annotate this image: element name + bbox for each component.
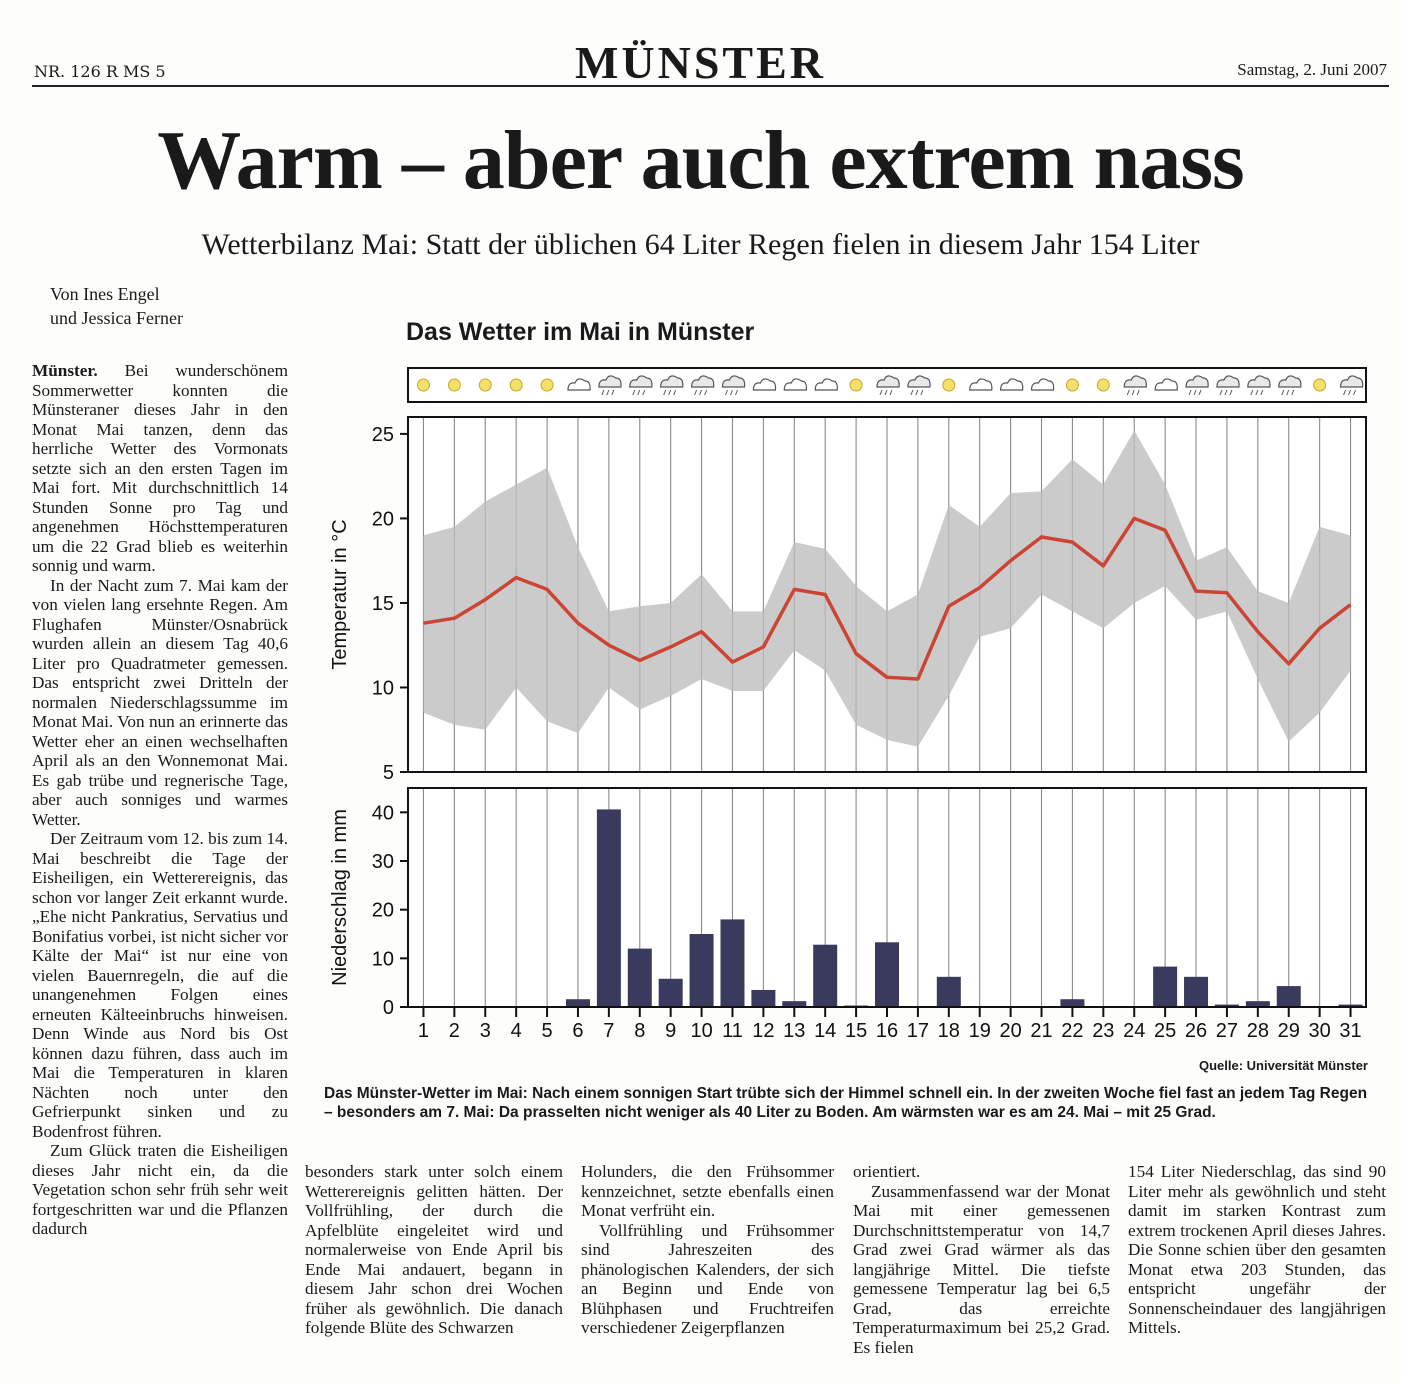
chart-title: Das Wetter im Mai in Münster [406, 318, 755, 346]
x-tick-label: 7 [603, 1020, 615, 1042]
sun-icon [1066, 379, 1078, 391]
article-paragraph [32, 361, 288, 576]
precipitation-bar [1277, 986, 1301, 1007]
sun-icon [1097, 379, 1109, 391]
temperature-axis-label: Temperatur in °C [329, 519, 351, 670]
byline [50, 282, 183, 330]
x-tick-label: 24 [1123, 1020, 1146, 1042]
masthead-rule [32, 85, 1389, 87]
paragraph-text: Bei wunderschönem Sommerwetter konnten die Münsteraner dieses Jahr in den Monat Mai tanzen, denn das herrliche Wetter des Vormonats setzte sich an den ersten Tagen im Mai fort. Mit durchschnittlich 14 Stunden Sonne pro Tag und angenehmen Höchsttemperaturen um die 22 Grad blieb es weiterhin sonnig und warm. [32, 361, 288, 575]
article-column-2 [305, 1162, 563, 1338]
x-tick-label: 4 [510, 1020, 522, 1042]
article-paragraph: besonders stark unter solch einem Wetterereignis gelitten hätten. Der Vollfrühling, der durch die Apfelblüte eingeleitet wird und normalerweise von Ende April bis Ende Mai andauert, begann in diesem Jahr schon drei Wochen früher als gewöhnlich. Die danach folgende Blüte des Schwarzen [305, 1162, 563, 1337]
precipitation-bar [813, 945, 837, 1007]
headline: Warm – aber auch extrem nass [157, 114, 1244, 207]
sun-icon [541, 379, 553, 391]
x-tick-label: 22 [1061, 1020, 1084, 1042]
y-tick-label: 40 [371, 802, 394, 825]
x-tick-label: 6 [572, 1020, 584, 1042]
y-tick-label: 10 [371, 677, 394, 700]
x-tick-label: 10 [690, 1020, 713, 1042]
precipitation-bar [597, 809, 621, 1007]
precipitation-bar [659, 979, 683, 1007]
x-tick-label: 11 [722, 1020, 743, 1042]
article-column-1 [32, 361, 288, 1239]
precipitation-axis-label: Niederschlag in mm [329, 809, 351, 986]
precipitation-bar [751, 990, 775, 1007]
article-paragraph: Vollfrühling und Frühsommer sind Jahreszeiten des phänologischen Kalenders, der sich an Beginn und Ende von Blühphasen und Fruchtreifen verschiedener Zeigerpflanzen [581, 1220, 834, 1337]
byline-line-1: Von Ines Engel [50, 284, 160, 304]
issue-number: NR. 126 R MS 5 [34, 62, 166, 81]
chart-source: Quelle: Universität Münster [1198, 1058, 1368, 1073]
x-tick-label: 17 [906, 1020, 930, 1042]
article-column-3 [581, 1162, 834, 1338]
article-paragraph: Holunders, die den Frühsommer kennzeichnet, setzte ebenfalls einen Monat verfrüht ein. [581, 1162, 834, 1220]
x-tick-label: 26 [1184, 1020, 1208, 1042]
precipitation-bar [875, 942, 899, 1007]
article-column-5 [1128, 1162, 1386, 1338]
article-paragraph: orientiert. [853, 1162, 921, 1181]
precipitation-bar [1184, 977, 1208, 1007]
sun-icon [943, 379, 955, 391]
article-paragraph: Der Zeitraum vom 12. bis zum 14. Mai beschreibt die Tage der Eisheiligen, ein Wetterereignis, das schon vor langer Zeit erkannt wurde. „Ehe nicht Pankratius, Servatius und Bonifatius vorbei, ist nicht sicher vor Kälte der Mai“ ist nur eine von vielen Bauernregeln, die auf die unangenehmen Folgen eines erneuten Kälteeinbruchs hinweisen. Denn Winde aus Nord bis Ost können dazu führen, dass auch im Mai die Temperaturen in klaren Nächten noch unter den Gefrierpunkt sinken und zu Bodenfrost führen. [32, 829, 288, 1141]
precipitation-bar [566, 999, 590, 1007]
article-paragraph: 154 Liter Niederschlag, das sind 90 Liter mehr als gewöhnlich und steht damit im starken Kontrast zum extrem trockenen April dieses Jahres. Die Sonne schien über den gesamten Monat etwa 203 Stunden, das entspricht ungefähr der Sonnenscheindauer des langjährigen Mittels. [1128, 1162, 1386, 1337]
x-tick-label: 15 [844, 1020, 868, 1042]
issue-date: Samstag, 2. Juni 2007 [1237, 60, 1387, 79]
x-tick-label: 27 [1215, 1020, 1239, 1042]
precipitation-bar [937, 977, 961, 1007]
subheadline: Wetterbilanz Mai: Statt der üblichen 64 Liter Regen fielen in diesem Jahr 154 Liter [201, 228, 1200, 261]
sun-icon [417, 379, 429, 391]
sun-icon [850, 379, 862, 391]
sun-icon [510, 379, 522, 391]
byline-line-2: und Jessica Ferner [50, 308, 183, 328]
y-tick-label: 25 [371, 423, 394, 446]
article-paragraph: Zum Glück traten die Eisheiligen dieses Jahr nicht ein, da die Vegetation schon sehr früh sehr weit fortgeschritten war und die Pflanzen dadurch [32, 1141, 288, 1238]
chart-caption: Das Münster-Wetter im Mai: Nach einem sonnigen Start trübte sich der Himmel schnell ein. In der zweiten Woche fiel fast an jedem Tag Regen – besonders am 7. Mai: Da prasselten nicht weniger als 40 Liter zu Boden. Am wärmsten war es am 24. Mai – mit 25 Grad. [324, 1085, 1368, 1121]
weather-icon-strip [408, 368, 1366, 402]
section-title: MÜNSTER [574, 37, 827, 88]
y-tick-label: 20 [371, 508, 394, 531]
precipitation-bar [628, 949, 652, 1007]
x-tick-label: 14 [814, 1020, 837, 1042]
x-tick-label: 2 [448, 1020, 460, 1042]
article-paragraph: Zusammenfassend war der Monat Mai mit einer gemessenen Durchschnittstemperatur von 14,7 Grad zwei Grad wärmer als das langjährige Mittel. Die tiefste gemessene Temperatur lag bei 6,5 Grad, das erreichte Temperaturmaximum bei 25,2 Grad. Es fielen [853, 1181, 1110, 1357]
temperature-panel [329, 417, 1366, 784]
x-tick-label: 19 [968, 1020, 991, 1042]
y-tick-label: 15 [371, 592, 394, 615]
sun-icon [479, 379, 491, 391]
x-tick-label: 21 [1030, 1020, 1053, 1042]
x-tick-label: 25 [1154, 1020, 1177, 1042]
precipitation-bar [720, 919, 744, 1007]
x-tick-label: 12 [752, 1020, 775, 1042]
precipitation-bar [1153, 967, 1177, 1007]
x-tick-label: 20 [999, 1020, 1022, 1042]
x-tick-label: 30 [1308, 1020, 1331, 1042]
precipitation-bar [1060, 999, 1084, 1007]
x-tick-label: 29 [1277, 1020, 1300, 1042]
precipitation-bar [690, 934, 714, 1007]
x-tick-label: 31 [1339, 1020, 1362, 1042]
weather-chart [310, 305, 1390, 1095]
y-tick-label: 0 [382, 997, 394, 1019]
x-tick-label: 3 [479, 1020, 491, 1042]
y-tick-label: 10 [371, 948, 394, 971]
x-tick-label: 13 [783, 1020, 806, 1042]
x-tick-label: 28 [1246, 1020, 1269, 1042]
article-paragraph: In der Nacht zum 7. Mai kam der von vielen lang ersehnte Regen. Am Flughafen Münster/Osnabrück wurden allein an diesem Tag 40,6 Liter pro Quadratmeter gemessen. Das entspricht zwei Dritteln der normalen Niederschlagssumme im Monat Mai. Von nun an erinnerte das Wetter eher an einen wechselhaften April als an den Wonnemonat Mai. Es gab trübe und regnerische Tage, aber auch sonniges und warmes Wetter. [32, 575, 288, 829]
y-tick-label: 5 [382, 762, 394, 784]
y-tick-label: 30 [371, 851, 394, 873]
precipitation-panel [329, 788, 1366, 1019]
sun-icon [1314, 379, 1326, 391]
x-tick-label: 23 [1092, 1020, 1115, 1042]
x-tick-label: 16 [875, 1020, 899, 1042]
x-tick-label: 1 [417, 1020, 430, 1042]
dateline: Münster. [32, 361, 98, 380]
x-tick-label: 18 [937, 1020, 960, 1042]
x-tick-label: 5 [541, 1020, 553, 1042]
y-tick-label: 20 [371, 899, 394, 922]
sun-icon [448, 379, 460, 391]
day-axis [418, 1007, 1362, 1042]
x-tick-label: 9 [665, 1020, 677, 1042]
article-column-4 [853, 1162, 1110, 1357]
x-tick-label: 8 [634, 1020, 646, 1042]
